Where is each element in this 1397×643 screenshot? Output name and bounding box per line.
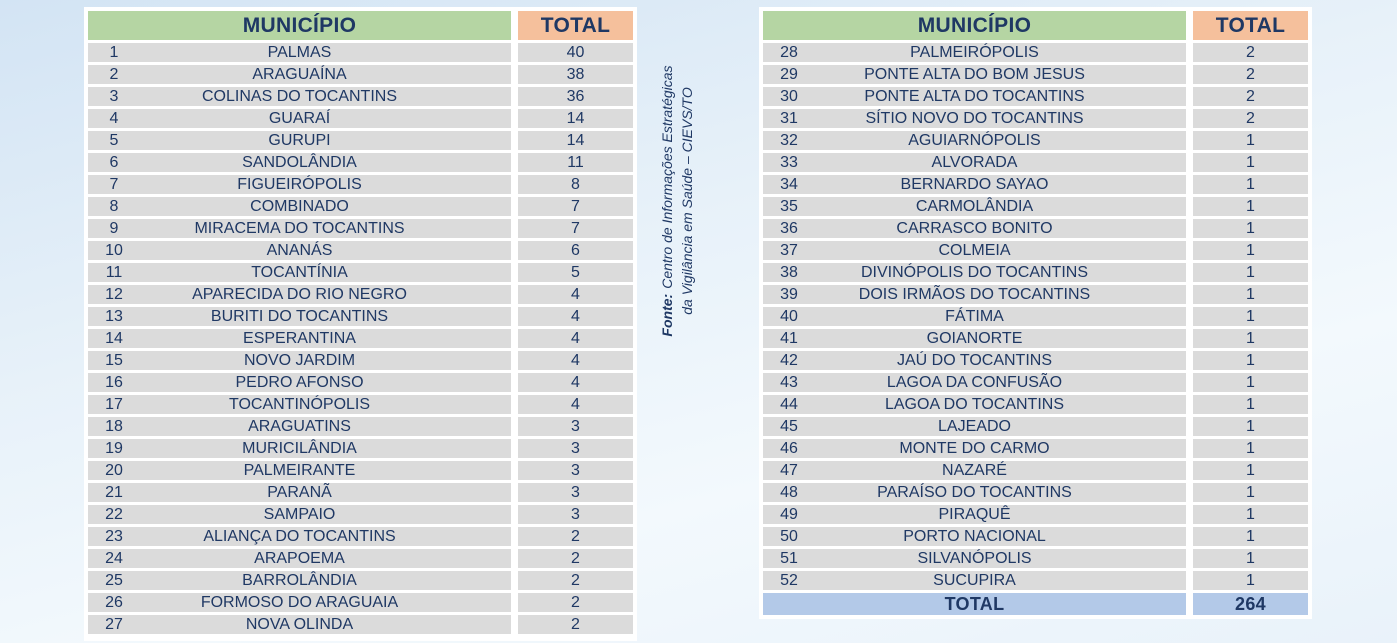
total-value: 3 xyxy=(518,417,633,436)
municipio-name: BURITI DO TOCANTINS xyxy=(210,307,389,325)
table-row xyxy=(763,87,1308,106)
municipio-cell xyxy=(88,439,511,458)
municipio-cell xyxy=(763,571,1186,590)
table-row xyxy=(88,461,633,480)
total-value: 1 xyxy=(1193,439,1308,458)
total-value: 1 xyxy=(1193,241,1308,260)
table-row xyxy=(763,373,1308,392)
municipio-name: TOCANTÍNIA xyxy=(251,263,348,281)
table-row xyxy=(88,351,633,370)
grand-total-label: TOTAL xyxy=(763,593,1186,615)
municipio-name: SUCUPIRA xyxy=(933,571,1016,589)
municipio-name: FORMOSO DO ARAGUAIA xyxy=(200,593,399,611)
municipio-cell xyxy=(88,87,511,106)
table-row xyxy=(763,571,1308,590)
row-number: 29 xyxy=(780,65,798,83)
municipio-name: ALVORADA xyxy=(931,153,1018,171)
row-number: 27 xyxy=(105,615,123,633)
total-value: 4 xyxy=(518,285,633,304)
total-value: 5 xyxy=(518,263,633,282)
row-number: 45 xyxy=(780,417,798,435)
municipio-cell xyxy=(763,461,1186,480)
municipio-cell xyxy=(763,483,1186,502)
row-number: 18 xyxy=(105,417,123,435)
row-number: 24 xyxy=(105,549,123,567)
municipio-name: NAZARÉ xyxy=(942,461,1007,479)
source-note-prefix: Fonte: xyxy=(658,293,675,337)
row-number: 36 xyxy=(780,219,798,237)
total-value: 1 xyxy=(1193,175,1308,194)
total-value: 6 xyxy=(518,241,633,260)
municipio-cell xyxy=(88,505,511,524)
municipio-name: COLINAS DO TOCANTINS xyxy=(202,87,397,105)
table-row xyxy=(88,87,633,106)
municipio-cell xyxy=(763,285,1186,304)
table-body-right xyxy=(763,43,1308,590)
municipio-name: LAJEADO xyxy=(938,417,1011,435)
table-footer-row xyxy=(763,593,1308,615)
municipio-cell xyxy=(88,571,511,590)
table-row xyxy=(763,307,1308,326)
total-value: 1 xyxy=(1193,417,1308,436)
row-number: 12 xyxy=(105,285,123,303)
table-row xyxy=(88,241,633,260)
municipio-cell xyxy=(88,43,511,62)
table-row xyxy=(763,417,1308,436)
municipio-name: BARROLÂNDIA xyxy=(242,571,357,589)
table-row xyxy=(763,483,1308,502)
row-number: 34 xyxy=(780,175,798,193)
row-number: 21 xyxy=(105,483,123,501)
municipio-cell xyxy=(763,263,1186,282)
municipio-name: NOVA OLINDA xyxy=(245,615,354,633)
total-value: 4 xyxy=(518,329,633,348)
municipio-name: PORTO NACIONAL xyxy=(903,527,1046,545)
municipio-name: PARANÃ xyxy=(267,483,332,501)
municipio-cell xyxy=(763,241,1186,260)
table-row xyxy=(763,263,1308,282)
table-row xyxy=(88,483,633,502)
table-row xyxy=(763,43,1308,62)
municipio-cell xyxy=(88,461,511,480)
grand-total-value: 264 xyxy=(1193,593,1308,615)
total-value: 1 xyxy=(1193,329,1308,348)
table-row xyxy=(763,131,1308,150)
row-number: 35 xyxy=(780,197,798,215)
municipio-column-header: MUNICÍPIO xyxy=(763,11,1186,40)
total-value: 2 xyxy=(518,615,633,634)
table-row xyxy=(763,109,1308,128)
municipio-name: DIVINÓPOLIS DO TOCANTINS xyxy=(860,263,1088,281)
total-value: 3 xyxy=(518,505,633,524)
municipio-cell xyxy=(88,351,511,370)
municipio-cell xyxy=(88,549,511,568)
table-row xyxy=(763,329,1308,348)
municipio-cell xyxy=(88,263,511,282)
table-row xyxy=(763,219,1308,238)
row-number: 15 xyxy=(105,351,123,369)
row-number: 31 xyxy=(780,109,798,127)
municipio-name: DOIS IRMÃOS DO TOCANTINS xyxy=(858,285,1091,303)
municipio-cell xyxy=(763,329,1186,348)
table-row xyxy=(88,593,633,612)
row-number: 7 xyxy=(109,175,119,193)
total-value: 1 xyxy=(1193,395,1308,414)
row-number: 20 xyxy=(105,461,123,479)
row-number: 26 xyxy=(105,593,123,611)
table-row xyxy=(88,329,633,348)
municipio-cell xyxy=(88,593,511,612)
total-value: 2 xyxy=(1193,109,1308,128)
row-number: 40 xyxy=(780,307,798,325)
total-value: 3 xyxy=(518,483,633,502)
municipio-cell xyxy=(763,439,1186,458)
row-number: 13 xyxy=(105,307,123,325)
row-number: 5 xyxy=(109,131,119,149)
total-value: 1 xyxy=(1193,527,1308,546)
total-value: 7 xyxy=(518,197,633,216)
total-value: 3 xyxy=(518,461,633,480)
row-number: 6 xyxy=(109,153,119,171)
municipio-name: PEDRO AFONSO xyxy=(235,373,364,391)
municipio-name: SAMPAIO xyxy=(263,505,336,523)
municipio-name: ALIANÇA DO TOCANTINS xyxy=(203,527,396,545)
municipio-name: GUARAÍ xyxy=(268,109,331,127)
row-number: 11 xyxy=(105,263,123,281)
total-value: 4 xyxy=(518,373,633,392)
row-number: 43 xyxy=(780,373,798,391)
table-row xyxy=(88,571,633,590)
table-row xyxy=(88,65,633,84)
table-row xyxy=(88,373,633,392)
municipio-cell xyxy=(88,417,511,436)
municipio-cell xyxy=(88,329,511,348)
total-value: 36 xyxy=(518,87,633,106)
municipio-name: PIRAQUÊ xyxy=(938,505,1011,523)
row-number: 28 xyxy=(780,43,798,61)
municipio-name: SÍTIO NOVO DO TOCANTINS xyxy=(865,109,1084,127)
municipio-name: CARRASCO BONITO xyxy=(896,219,1053,237)
total-value: 1 xyxy=(1193,351,1308,370)
municipio-name: SILVANÓPOLIS xyxy=(917,549,1032,567)
row-number: 33 xyxy=(780,153,798,171)
total-value: 1 xyxy=(1193,461,1308,480)
row-number: 2 xyxy=(109,65,119,83)
municipio-name: CARMOLÂNDIA xyxy=(915,197,1034,215)
municipio-cell xyxy=(763,65,1186,84)
municipio-name: LAGOA DO TOCANTINS xyxy=(884,395,1064,413)
total-value: 2 xyxy=(518,549,633,568)
table-row xyxy=(763,285,1308,304)
total-value: 1 xyxy=(1193,153,1308,172)
row-number: 44 xyxy=(780,395,798,413)
row-number: 4 xyxy=(109,109,119,127)
table-row xyxy=(763,461,1308,480)
table-row xyxy=(88,307,633,326)
municipio-name: BERNARDO SAYAO xyxy=(900,175,1049,193)
table-row xyxy=(88,505,633,524)
table-row xyxy=(763,241,1308,260)
municipio-name: COMBINADO xyxy=(250,197,349,215)
row-number: 46 xyxy=(780,439,798,457)
municipio-name: TOCANTINÓPOLIS xyxy=(228,395,371,413)
row-number: 39 xyxy=(780,285,798,303)
table-row xyxy=(763,197,1308,216)
municipio-name: ARAGUATINS xyxy=(248,417,351,435)
table-row xyxy=(763,395,1308,414)
row-number: 3 xyxy=(109,87,119,105)
municipio-name: PONTE ALTA DO TOCANTINS xyxy=(864,87,1085,105)
municipio-name: ARAPOEMA xyxy=(254,549,345,567)
total-value: 1 xyxy=(1193,131,1308,150)
municipio-name: ESPERANTINA xyxy=(243,329,356,347)
municipio-name: JAÚ DO TOCANTINS xyxy=(897,351,1052,369)
municipio-cell xyxy=(88,153,511,172)
row-number: 41 xyxy=(780,329,798,347)
table-header-row-left xyxy=(88,11,633,40)
total-value: 14 xyxy=(518,109,633,128)
municipio-name: FÁTIMA xyxy=(945,307,1004,325)
municipio-cell xyxy=(763,549,1186,568)
municipio-name: LAGOA DA CONFUSÃO xyxy=(886,373,1063,391)
total-value: 4 xyxy=(518,307,633,326)
total-value: 3 xyxy=(518,439,633,458)
row-number: 52 xyxy=(780,571,798,589)
row-number: 48 xyxy=(780,483,798,501)
municipio-cell xyxy=(763,351,1186,370)
municipio-cell xyxy=(763,43,1186,62)
municipio-cell xyxy=(88,175,511,194)
municipio-cell xyxy=(88,395,511,414)
table-row xyxy=(763,65,1308,84)
municipio-name: AGUIARNÓPOLIS xyxy=(908,131,1041,149)
table-row xyxy=(88,263,633,282)
municipio-name: GURUPI xyxy=(268,131,331,149)
municipality-table-left xyxy=(84,7,637,641)
municipio-name: PALMEIRÓPOLIS xyxy=(910,43,1039,61)
total-value: 2 xyxy=(1193,43,1308,62)
municipio-name: APARECIDA DO RIO NEGRO xyxy=(192,285,407,303)
municipality-table-right xyxy=(759,7,1312,619)
table-row xyxy=(88,109,633,128)
table-row xyxy=(88,285,633,304)
municipio-cell xyxy=(88,219,511,238)
source-note-line-1 xyxy=(657,36,677,366)
total-value: 2 xyxy=(518,571,633,590)
municipio-cell xyxy=(763,219,1186,238)
table-row xyxy=(88,439,633,458)
total-value: 4 xyxy=(518,395,633,414)
total-value: 2 xyxy=(518,527,633,546)
row-number: 42 xyxy=(780,351,798,369)
municipio-name: PALMAS xyxy=(267,43,332,61)
municipio-cell xyxy=(88,285,511,304)
row-number: 50 xyxy=(780,527,798,545)
municipio-cell xyxy=(88,483,511,502)
table-row xyxy=(88,395,633,414)
row-number: 19 xyxy=(105,439,123,457)
row-number: 22 xyxy=(105,505,123,523)
row-number: 51 xyxy=(780,549,798,567)
municipio-name: COLMEIA xyxy=(938,241,1011,259)
table-row xyxy=(88,131,633,150)
municipio-name: MIRACEMA DO TOCANTINS xyxy=(194,219,405,237)
municipio-cell xyxy=(763,417,1186,436)
table-row xyxy=(88,175,633,194)
table-body-left xyxy=(88,43,633,634)
municipio-name: NOVO JARDIM xyxy=(243,351,356,369)
municipio-cell xyxy=(88,373,511,392)
row-number: 16 xyxy=(105,373,123,391)
total-value: 1 xyxy=(1193,571,1308,590)
total-value: 14 xyxy=(518,131,633,150)
table-row xyxy=(763,439,1308,458)
municipio-cell xyxy=(88,131,511,150)
total-value: 40 xyxy=(518,43,633,62)
table-header-row-right xyxy=(763,11,1308,40)
municipio-name: MURICILÂNDIA xyxy=(242,439,357,457)
table-row xyxy=(88,219,633,238)
row-number: 38 xyxy=(780,263,798,281)
municipio-cell xyxy=(88,241,511,260)
total-value: 1 xyxy=(1193,483,1308,502)
municipio-cell xyxy=(88,109,511,128)
source-note-line-2: da Vigilância em Saúde – CIEVS/TO xyxy=(679,87,695,315)
municipio-cell xyxy=(763,109,1186,128)
table-row xyxy=(88,153,633,172)
table-row xyxy=(88,43,633,62)
total-value: 8 xyxy=(518,175,633,194)
total-value: 1 xyxy=(1193,197,1308,216)
row-number: 30 xyxy=(780,87,798,105)
municipio-cell xyxy=(88,615,511,634)
total-value: 1 xyxy=(1193,549,1308,568)
municipio-cell xyxy=(763,373,1186,392)
row-number: 49 xyxy=(780,505,798,523)
row-number: 8 xyxy=(109,197,119,215)
table-row xyxy=(88,197,633,216)
source-note xyxy=(656,36,698,366)
row-number: 9 xyxy=(109,219,119,237)
municipio-name: SANDOLÂNDIA xyxy=(242,153,357,171)
municipio-cell xyxy=(763,131,1186,150)
table-row xyxy=(763,351,1308,370)
row-number: 10 xyxy=(105,241,123,259)
row-number: 1 xyxy=(109,43,119,61)
table-row xyxy=(763,527,1308,546)
municipio-column-header: MUNICÍPIO xyxy=(88,11,511,40)
table-row xyxy=(763,549,1308,568)
municipio-cell xyxy=(88,307,511,326)
municipio-cell xyxy=(763,527,1186,546)
table-row xyxy=(88,549,633,568)
total-value: 7 xyxy=(518,219,633,238)
municipio-name: PARAÍSO DO TOCANTINS xyxy=(877,483,1072,501)
municipio-cell xyxy=(763,395,1186,414)
total-value: 2 xyxy=(1193,65,1308,84)
municipio-cell xyxy=(763,87,1186,106)
table-row xyxy=(763,153,1308,172)
row-number: 14 xyxy=(105,329,123,347)
municipio-name: PONTE ALTA DO BOM JESUS xyxy=(864,65,1085,83)
municipio-cell xyxy=(763,153,1186,172)
total-value: 1 xyxy=(1193,373,1308,392)
total-value: 1 xyxy=(1193,505,1308,524)
municipio-cell xyxy=(763,197,1186,216)
source-note-text-1: Centro de Informações Estratégicas xyxy=(658,65,675,289)
municipio-name: FIGUEIRÓPOLIS xyxy=(237,175,362,193)
total-value: 1 xyxy=(1193,263,1308,282)
total-value: 38 xyxy=(518,65,633,84)
table-row xyxy=(88,417,633,436)
total-value: 2 xyxy=(1193,87,1308,106)
total-value: 1 xyxy=(1193,285,1308,304)
total-value: 2 xyxy=(518,593,633,612)
municipio-cell xyxy=(763,175,1186,194)
total-value: 1 xyxy=(1193,307,1308,326)
total-value: 4 xyxy=(518,351,633,370)
total-value: 11 xyxy=(518,153,633,172)
row-number: 37 xyxy=(780,241,798,259)
table-row xyxy=(763,175,1308,194)
municipio-name: ANANÁS xyxy=(266,241,333,259)
total-column-header: TOTAL xyxy=(1193,11,1308,40)
municipio-cell xyxy=(88,527,511,546)
municipio-cell xyxy=(88,197,511,216)
table-row xyxy=(763,505,1308,524)
municipio-cell xyxy=(763,307,1186,326)
table-row xyxy=(88,527,633,546)
total-value: 1 xyxy=(1193,219,1308,238)
total-column-header: TOTAL xyxy=(518,11,633,40)
municipio-name: PALMEIRANTE xyxy=(243,461,356,479)
row-number: 17 xyxy=(105,395,123,413)
municipio-name: MONTE DO CARMO xyxy=(899,439,1050,457)
municipio-name: ARAGUAÍNA xyxy=(252,65,347,83)
row-number: 25 xyxy=(105,571,123,589)
municipio-cell xyxy=(763,505,1186,524)
table-row xyxy=(88,615,633,634)
row-number: 32 xyxy=(780,131,798,149)
municipio-cell xyxy=(88,65,511,84)
row-number: 47 xyxy=(780,461,798,479)
municipio-name: GOIANORTE xyxy=(926,329,1023,347)
row-number: 23 xyxy=(105,527,123,545)
